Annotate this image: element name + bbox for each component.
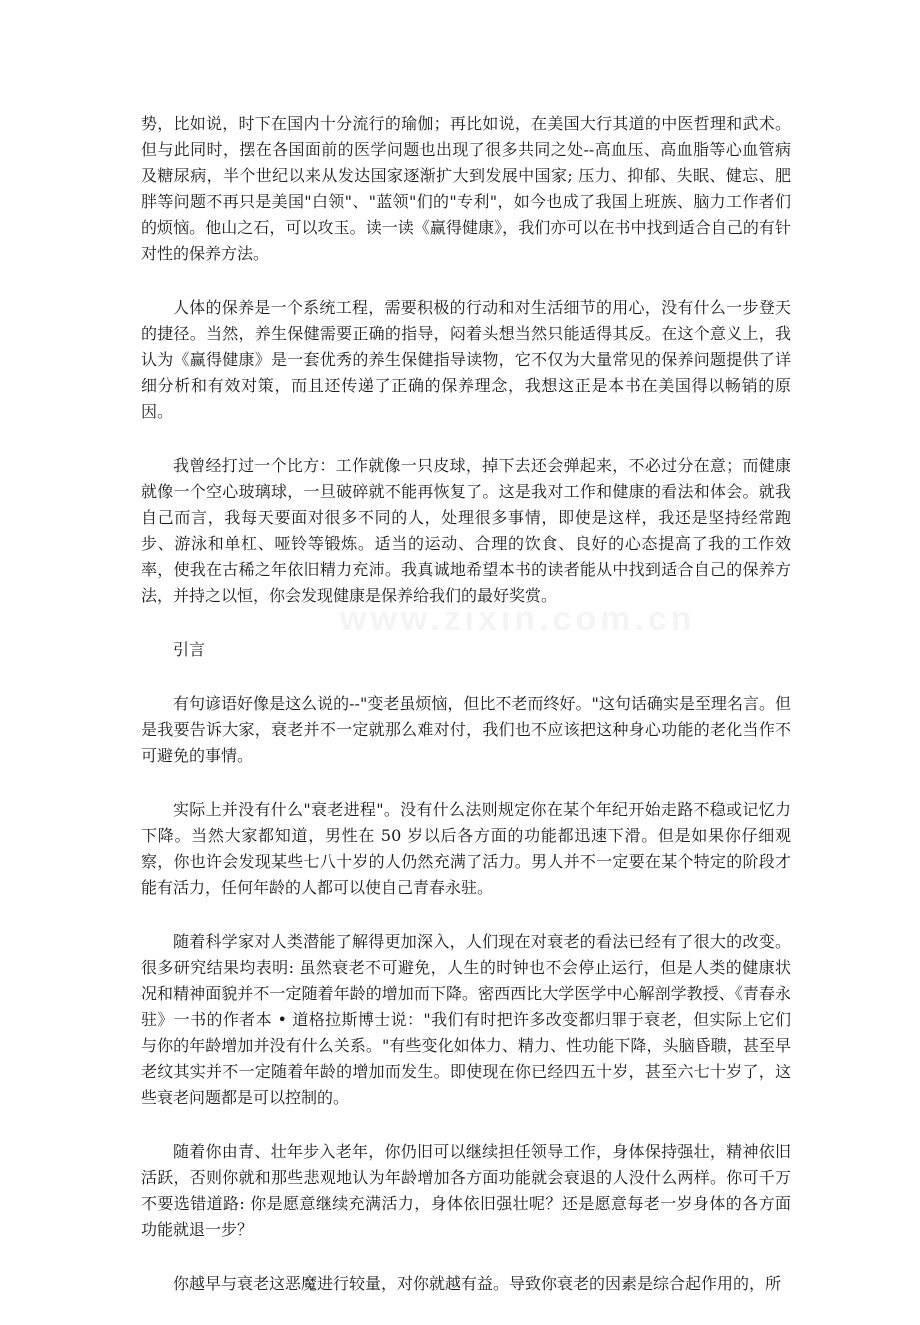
paragraph: 我曾经打过一个比方：工作就像一只皮球，掉下去还会弹起来，不必过分在意；而健康就像一个空心玻璃球，一旦破碎就不能再恢复了。这是我对工作和健康的看法和体会。就我自己而言，我每天要面对很多不同的人，处理很多事情，即使是这样，我还是坚持经常跑步、游泳和单杠、哑铃等锻炼。适当的运动、合理的饮食、良好的心态提高了我的工作效率，使我在古稀之年依旧精力充沛。我真诚地希望本书的读者能从中找到适合自己的保养方法，并持之以恒，你会发现健康是保养给我们的最好奖赏。: [141, 456, 791, 605]
paragraph-continuation: 势，比如说，时下在国内十分流行的瑜伽；再比如说，在美国大行其道的中医哲理和武术。但与此同时，摆在各国面前的医学问题也出现了很多共同之处--高血压、高血脂等心血管病及糖尿病，半个世纪以来从发达国家逐渐扩大到发展中国家; 压力、抑郁、失眠、健忘、肥胖等问题不再只是美国"白领"、"蓝领"们的"专利"，如今也成了我国上班族、脑力工作者们的烦恼。他山之石，可以攻玉。读一读《赢得健康》，我们亦可以在书中找到适合自己的有针对性的保养方法。: [141, 114, 791, 263]
section-heading: 引言: [173, 640, 206, 659]
paragraph: 你越早与衰老这恶魔进行较量，对你就越有益。导致你衰老的因素是综合起作用的，所: [173, 1274, 782, 1293]
paragraph: 随着科学家对人类潜能了解得更加深入，人们现在对衰老的看法已经有了很大的改变。很多研究结果均表明: 虽然衰老不可避免，人生的时钟也不会停止运行，但是人类的健康状况和精神面貌并不一定随着年龄的增加而下降。密西西比大学医学中心解剖学教授、《青春永驻》一书的作者本 • 道格拉斯博士说："我们有时把许多改变都归罪于衰老，但实际上它们与你的年龄增加并没有什么关系。"有些变化如体力、精力、性功能下降，头脑昏聩，甚至早老纹其实并不一定随着年龄的增加而发生。即使现在你已经四五十岁，甚至六七十岁了，这些衰老问题都是可以控制的。: [141, 932, 791, 1107]
paragraph: 人体的保养是一个系统工程，需要积极的行动和对生活细节的用心，没有什么一步登天的捷径。当然，养生保健需要正确的指导，闷着头想当然只能适得其反。在这个意义上，我认为《赢得健康》是一套优秀的养生保健指导读物，它不仅为大量常见的保养问题提供了详细分析和有效对策，而且还传递了正确的保养理念，我想这正是本书在美国得以畅销的原因。: [141, 298, 791, 421]
paragraph: 实际上并没有什么"衰老进程"。没有什么法则规定你在某个年纪开始走路不稳或记忆力下降。当然大家都知道，男性在 50 岁以后各方面的功能都迅速下滑。但是如果你仔细观察，你也许会发现某些七八十岁的人仍然充满了活力。男人并不一定要在某个特定的阶段才能有活力，任何年龄的人都可以使自己青春永驻。: [141, 800, 791, 897]
paragraph: 随着你由青、壮年步入老年，你仍旧可以继续担任领导工作，身体保持强壮，精神依旧活跃，否则你就和那些悲观地认为年龄增加各方面功能就会衰退的人没什么两样。你可千万不要选错道路: 你是愿意继续充满活力，身体依旧强壮呢？还是愿意每老一岁身体的各方面功能就退一步？: [141, 1142, 791, 1239]
paragraph: 有句谚语好像是这么说的--"变老虽烦恼，但比不老而终好。"这句话确实是至理名言。但是我要告诉大家，衰老并不一定就那么难对付，我们也不应该把这种身心功能的老化当作不可避免的事情。: [141, 694, 791, 765]
document-body: [141, 111, 791, 1325]
